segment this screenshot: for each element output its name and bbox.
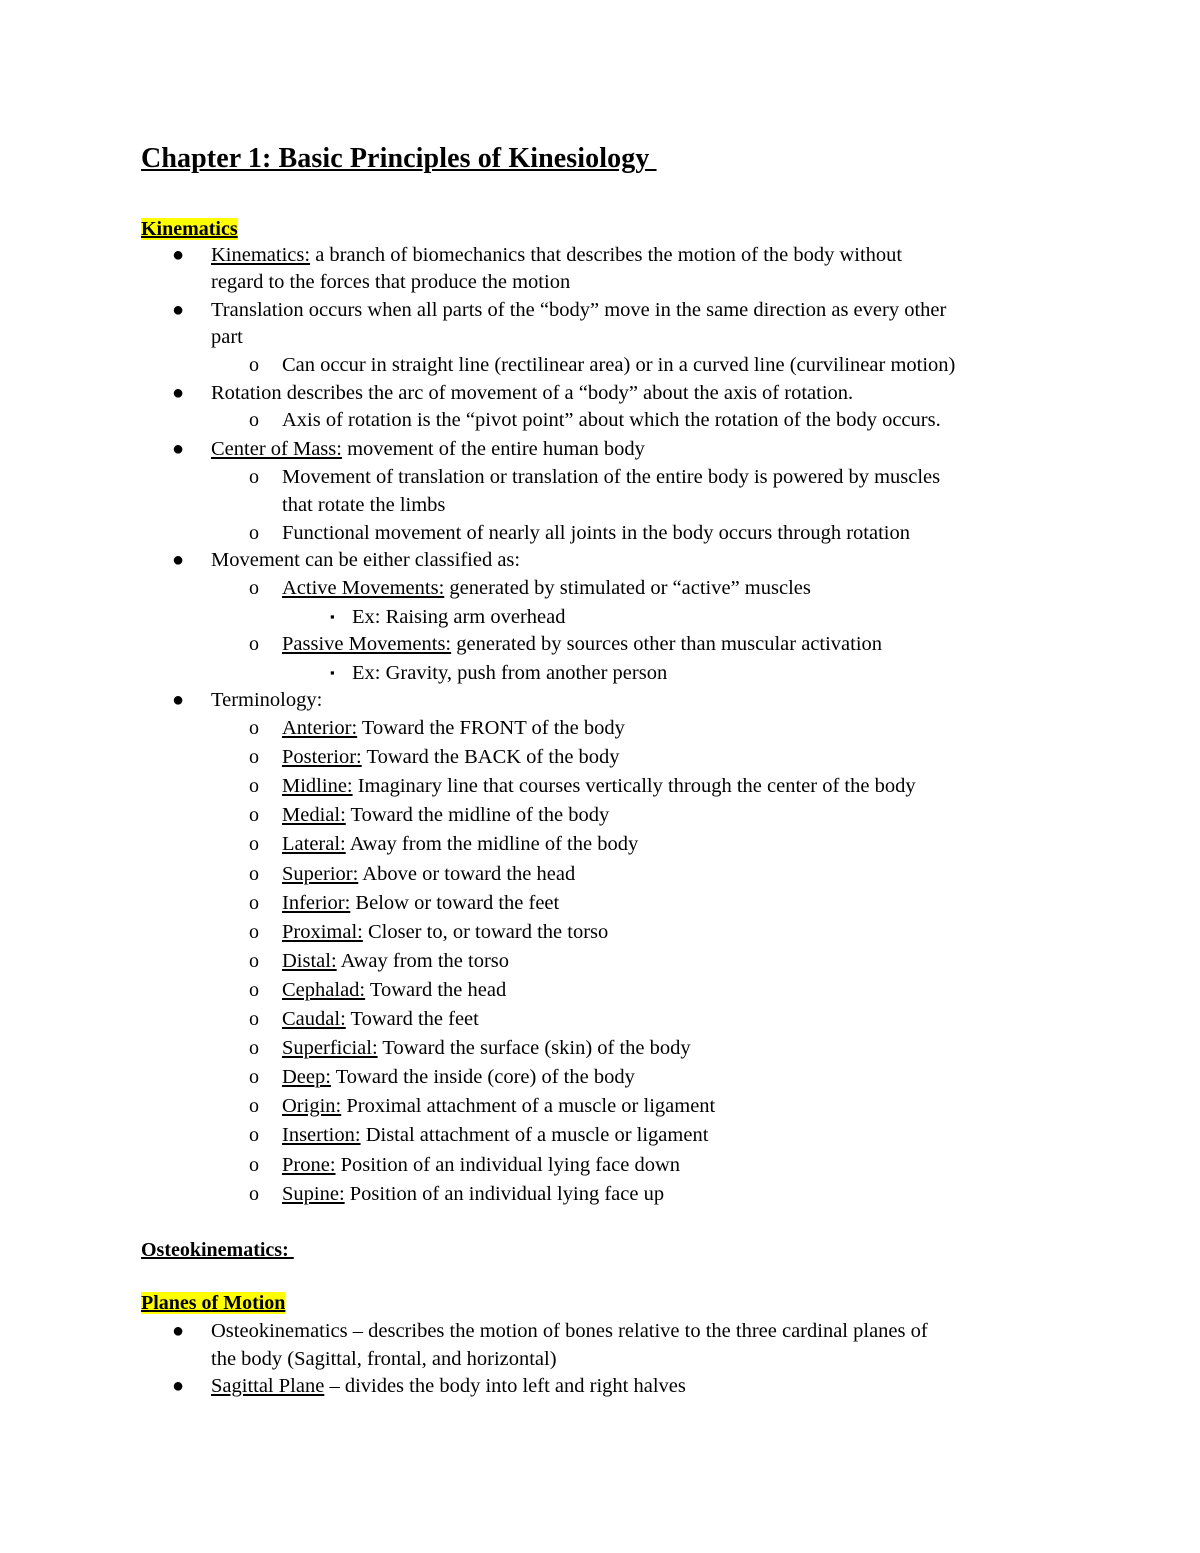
terminology-item (282, 1034, 691, 1062)
term-label: Lateral: (282, 833, 346, 855)
list-item: Translation occurs when all parts of the “body” move in the same direction as every other (211, 299, 947, 321)
term-label: Prone: (282, 1154, 336, 1176)
term-label: Medial: (282, 804, 346, 826)
term-label: Cephalad: (282, 979, 366, 1001)
bullet-circle: o (249, 577, 259, 599)
bullet-circle: o (249, 633, 259, 655)
term-label: Midline: (282, 775, 353, 797)
definition-text: Closer to, or toward the torso (362, 921, 609, 943)
section-heading-osteokinematics: Osteokinematics: (141, 1239, 294, 1261)
definition-text: Away from the torso (336, 950, 510, 972)
bullet-circle: o (249, 804, 259, 826)
terminology-item (282, 1092, 715, 1120)
bullet-square: ▪ (330, 665, 335, 680)
definition-text: Toward the feet (345, 1008, 479, 1030)
bullet-dot: ● (172, 549, 185, 571)
sub-list-item (282, 630, 882, 658)
bullet-dot: ● (172, 244, 185, 266)
definition-text: generated by stimulated or “active” muscles (444, 577, 811, 599)
bullet-circle: o (249, 979, 259, 1001)
list-item (211, 241, 902, 269)
bullet-circle: o (249, 950, 259, 972)
definition-text: Distal attachment of a muscle or ligament (360, 1124, 709, 1146)
definition-text: Position of an individual lying face up (344, 1183, 665, 1205)
definition-text: Below or toward the feet (350, 892, 560, 914)
term-label: Active Movements: (282, 577, 445, 599)
terminology-item (282, 918, 608, 946)
terminology-item (282, 743, 620, 771)
definition-text: generated by sources other than muscular activation (451, 633, 883, 655)
sub-list-item: Axis of rotation is the “pivot point” about which the rotation of the body occurs. (282, 409, 941, 431)
definition-text: Toward the head (365, 979, 507, 1001)
sub-list-item: Movement of translation or translation of the entire body is powered by muscles (282, 466, 941, 488)
sub-list-item: Can occur in straight line (rectilinear area) or in a curved line (curvilinear motion) (282, 354, 956, 376)
terminology-item (282, 1151, 680, 1179)
bullet-circle: o (249, 833, 259, 855)
bullet-circle: o (249, 717, 259, 739)
term-label: Proximal: (282, 921, 363, 943)
bullet-circle: o (249, 863, 259, 885)
terminology-item (282, 772, 916, 800)
bullet-circle: o (249, 354, 259, 376)
definition-text: Position of an individual lying face down (335, 1154, 680, 1176)
bullet-circle: o (249, 1154, 259, 1176)
list-item-continuation: part (211, 326, 243, 348)
bullet-dot: ● (172, 299, 185, 321)
definition-text: Toward the surface (skin) of the body (377, 1037, 691, 1059)
bullet-dot: ● (172, 1320, 185, 1342)
list-item (211, 435, 645, 463)
term-label: Posterior: (282, 746, 362, 768)
sub-list-item (282, 574, 811, 602)
bullet-dot: ● (172, 438, 185, 460)
definition-text: Toward the FRONT of the body (357, 717, 625, 739)
definition-text: Above or toward the head (358, 863, 576, 885)
term-label: Caudal: (282, 1008, 346, 1030)
bullet-square: ▪ (330, 609, 335, 624)
term-label: Inferior: (282, 892, 351, 914)
term-label: Origin: (282, 1095, 342, 1117)
terminology-item (282, 1005, 479, 1033)
definition-text: movement of the entire human body (341, 438, 645, 460)
definition-text: Away from the midline of the body (345, 833, 639, 855)
chapter-title: Chapter 1: Basic Principles of Kinesiology (141, 143, 657, 174)
bullet-dot: ● (172, 382, 185, 404)
term-label: Distal: (282, 950, 337, 972)
sub-sub-list-item: Ex: Gravity, push from another person (352, 662, 668, 684)
bullet-circle: o (249, 1183, 259, 1205)
bullet-circle: o (249, 1037, 259, 1059)
bullet-dot: ● (172, 1375, 185, 1397)
terminology-item (282, 947, 509, 975)
bullet-circle: o (249, 522, 259, 544)
list-item: Movement can be either classified as: (211, 549, 521, 571)
terminology-item (282, 889, 559, 917)
bullet-circle: o (249, 775, 259, 797)
list-item-continuation: the body (Sagittal, frontal, and horizontal) (211, 1348, 557, 1370)
list-item: Terminology: (211, 689, 323, 711)
sub-sub-list-item: Ex: Raising arm overhead (352, 606, 566, 628)
list-item: Osteokinematics – describes the motion of bones relative to the three cardinal planes of (211, 1320, 928, 1342)
definition-text: Toward the BACK of the body (361, 746, 620, 768)
definition-text: a branch of biomechanics that describes the motion of the body without (310, 244, 903, 266)
section-heading-planes-of-motion (141, 1290, 285, 1316)
bullet-circle: o (249, 1066, 259, 1088)
list-item: Rotation describes the arc of movement of a “body” about the axis of rotation. (211, 382, 854, 404)
term-label: Passive Movements: (282, 633, 452, 655)
bullet-circle: o (249, 892, 259, 914)
terminology-item (282, 830, 638, 858)
bullet-circle: o (249, 1124, 259, 1146)
definition-text: Proximal attachment of a muscle or ligament (341, 1095, 716, 1117)
bullet-circle: o (249, 466, 259, 488)
list-item-continuation: regard to the forces that produce the motion (211, 271, 571, 293)
terminology-item (282, 714, 625, 742)
terminology-item (282, 1121, 708, 1149)
terminology-item (282, 860, 575, 888)
term-label: Sagittal Plane (211, 1375, 325, 1397)
definition-text: Toward the midline of the body (345, 804, 610, 826)
terminology-item (282, 801, 609, 829)
term-label: Anterior: (282, 717, 358, 739)
definition-text: Imaginary line that courses vertically through the center of the body (352, 775, 916, 797)
bullet-circle: o (249, 1095, 259, 1117)
term-label: Deep: (282, 1066, 331, 1088)
term-label: Superficial: (282, 1037, 378, 1059)
bullet-dot: ● (172, 689, 185, 711)
sub-list-item-continuation: that rotate the limbs (282, 494, 446, 516)
terminology-item (282, 1063, 635, 1091)
term-label: Superior: (282, 863, 359, 885)
bullet-circle: o (249, 409, 259, 431)
bullet-circle: o (249, 921, 259, 943)
bullet-circle: o (249, 746, 259, 768)
term-label: Center of Mass: (211, 438, 342, 460)
sub-list-item: Functional movement of nearly all joints in the body occurs through rotation (282, 522, 910, 544)
term-label: Insertion: (282, 1124, 361, 1146)
definition-text: – divides the body into left and right halves (324, 1375, 686, 1397)
bullet-circle: o (249, 1008, 259, 1030)
terminology-item (282, 976, 506, 1004)
terminology-item (282, 1180, 664, 1208)
highlight: Kinematics (141, 218, 238, 240)
section-heading-kinematics (141, 216, 238, 242)
term-label: Kinematics: (211, 244, 311, 266)
term-label: Supine: (282, 1183, 345, 1205)
highlight: Planes of Motion (141, 1292, 286, 1314)
list-item (211, 1372, 686, 1400)
definition-text: Toward the inside (core) of the body (330, 1066, 635, 1088)
